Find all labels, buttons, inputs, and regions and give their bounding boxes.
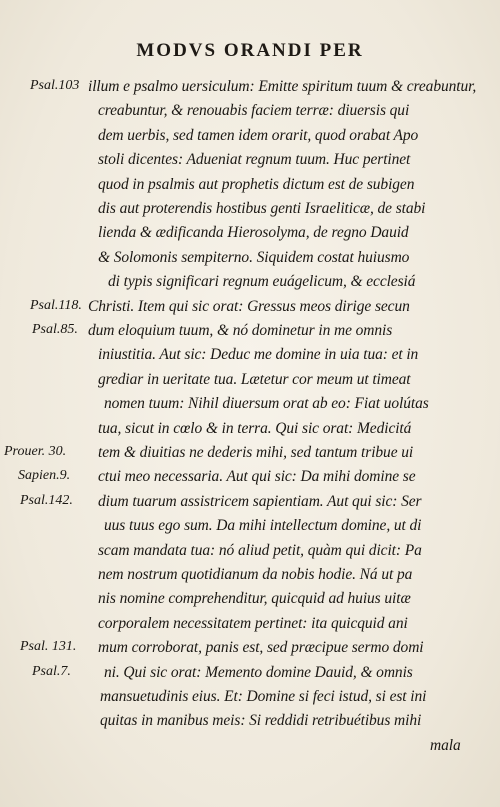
text-line: [0, 566, 500, 588]
text-line: [0, 200, 500, 222]
line-text: dum eloquium tuum, & nó dominetur in me omnis: [88, 322, 393, 339]
line-text: mum corroborat, panis est, sed præcipue sermo domi: [98, 639, 424, 657]
line-text: nomen tuum: Nihil diuersum orat ab eo: Fiat uolútas: [104, 395, 429, 413]
line-text: dium tuarum assistricem sapientiam. Aut qui sic: Ser: [98, 492, 422, 510]
line-text: mansuetudinis eius. Et: Domine si feci istud, si est ini: [100, 688, 427, 705]
text-line: [0, 151, 500, 173]
line-text: corporalem necessitatem pertinet: ita quicquid ani: [98, 614, 408, 632]
line-text: nem nostrum quotidianum da nobis hodie. Ná ut pa: [98, 566, 413, 583]
line-text: nis nomine comprehenditur, quicquid ad huius uitæ: [98, 590, 411, 608]
line-text: & Solomonis sempiterno. Siquidem costat huiusmo: [98, 248, 410, 266]
marginal-reference: Psal.7.: [32, 663, 71, 679]
text-line: [0, 639, 500, 661]
line-text: mala: [430, 736, 461, 754]
line-text: tua, sicut in cœlo & in terra. Qui sic orat: Medicitá: [98, 419, 412, 437]
text-line: [0, 371, 500, 393]
text-line: [0, 712, 500, 734]
text-line: [0, 444, 500, 466]
marginal-reference: Prouer. 30.: [4, 444, 67, 459]
text-line: [0, 224, 500, 246]
line-text: ni. Qui sic orat: Memento domine Dauid, & omnis: [104, 663, 413, 681]
line-text: scam mandata tua: nó aliud petit, quàm qui dicit: Pa: [98, 541, 422, 559]
text-line: [0, 737, 500, 759]
text-line: [0, 542, 500, 564]
marginal-reference: Psal.103: [30, 78, 80, 93]
text-line: [0, 395, 500, 417]
line-text: Christi. Item qui sic orat: Gressus meos dirige secun: [88, 297, 410, 315]
line-text: dis aut proterendis hostibus genti Israeliticæ, de stabi: [98, 200, 426, 217]
text-line: [0, 420, 500, 442]
line-text: dem uerbis, sed tamen idem orarit, quod orabat Apo: [98, 126, 419, 144]
line-text: grediar in ueritate tua. Lætetur cor meum ut timeat: [98, 370, 411, 388]
text-line: [0, 493, 500, 515]
marginal-reference: Psal.142.: [20, 492, 73, 508]
text-line: [0, 346, 500, 368]
line-text: quitas in manibus meis: Si reddidi retribuétibus mihi: [100, 712, 422, 730]
text-line: [0, 615, 500, 637]
text-line: [0, 249, 500, 271]
line-text: uus tuus ego sum. Da mihi intellectum domine, ut di: [104, 517, 422, 535]
line-text: quod in psalmis aut prophetis dictum est de subigen: [98, 175, 415, 193]
text-line: [0, 590, 500, 612]
text-line: [0, 664, 500, 686]
line-text: tem & diuitias ne dederis mihi, sed tantum tribue ui: [98, 444, 414, 461]
text-line: [0, 78, 500, 100]
text-line: [0, 102, 500, 124]
line-text: ctui meo necessaria. Aut qui sic: Da mihi domine se: [98, 468, 416, 486]
line-text: iniustitia. Aut sic: Deduc me domine in uia tua: et in: [98, 346, 419, 364]
line-text: stoli dicentes: Adueniat regnum tuum. Huc pertinet: [98, 151, 411, 169]
line-text: creabuntur, & renouabis faciem terræ: diuersis qui: [98, 102, 410, 120]
text-line: [0, 688, 500, 710]
text-line: [0, 176, 500, 198]
text-line: [0, 273, 500, 295]
marginal-reference: Psal. 131.: [20, 639, 77, 655]
marginal-reference: Sapien.9.: [18, 468, 71, 484]
marginal-reference: Psal.118.: [30, 297, 82, 313]
text-line: [0, 468, 500, 490]
line-text: illum e psalmo uersiculum: Emitte spiritum tuum & creabuntur,: [88, 78, 477, 95]
line-text: lienda & ædificanda Hierosolyma, de regno Dauid: [98, 224, 409, 242]
text-line: [0, 298, 500, 320]
text-line: [0, 127, 500, 149]
line-text: di typis significari regnum euágelicum, & ecclesiá: [108, 273, 416, 291]
text-line: [0, 517, 500, 539]
running-head: MODVS ORANDI PER: [136, 40, 364, 61]
marginal-reference: Psal.85.: [32, 322, 78, 337]
text-line: [0, 322, 500, 344]
